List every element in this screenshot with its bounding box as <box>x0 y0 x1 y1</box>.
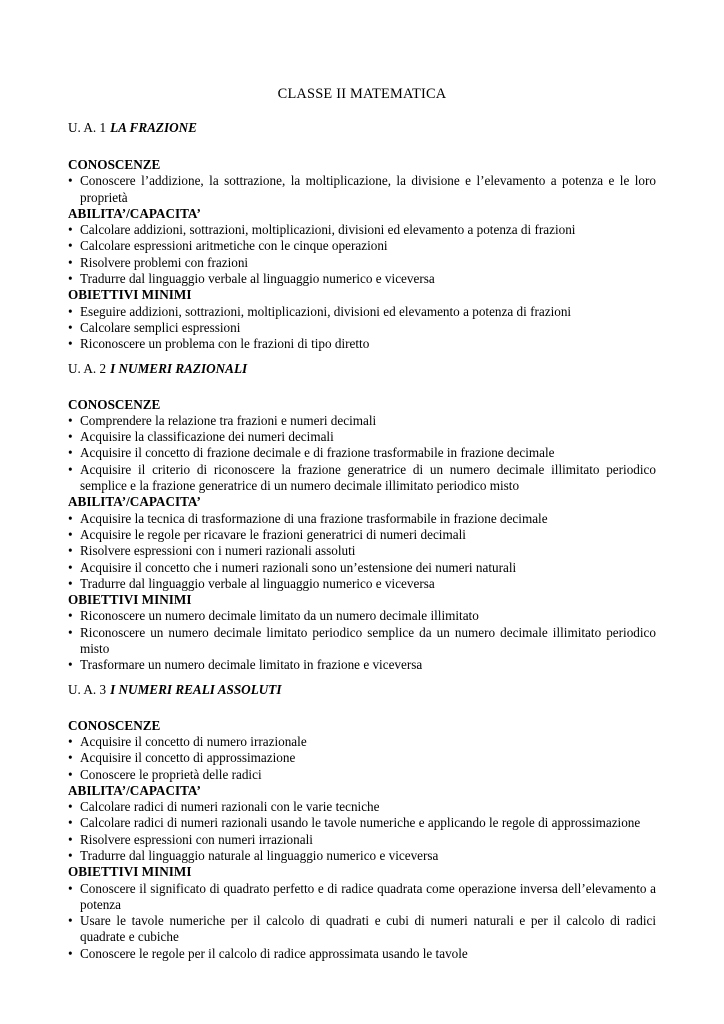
list-item: • Risolvere espressioni con numeri irrazionali <box>68 832 656 848</box>
unit-code: U. A. 1 <box>68 120 107 135</box>
list-item: • Acquisire il concetto di numero irrazionale <box>68 734 656 750</box>
list-item: • Comprendere la relazione tra frazioni e numeri decimali <box>68 413 656 429</box>
list-item: • Risolvere problemi con frazioni <box>68 255 656 271</box>
list-item: • Calcolare radici di numeri razionali con le varie tecniche <box>68 799 656 815</box>
list-item: • Calcolare addizioni, sottrazioni, moltiplicazioni, divisioni ed elevamento a potenza di frazioni <box>68 222 656 238</box>
list-item: • Riconoscere un numero decimale limitato da un numero decimale illimitato <box>68 608 656 624</box>
section-heading-obiettivi: OBIETTIVI MINIMI <box>68 864 192 880</box>
list-item: • Acquisire il concetto che i numeri razionali sono un’estensione dei numeri naturali <box>68 560 656 576</box>
list-item: • Riconoscere un numero decimale limitato periodico semplice da un numero decimale illimitato periodico misto <box>68 625 656 658</box>
bullet-list <box>68 222 656 287</box>
list-item: • Acquisire il criterio di riconoscere la frazione generatrice di un numero decimale illimitato periodico semplice e la frazione generatrice di un numero decimale illimitato periodico misto <box>68 462 656 495</box>
list-item: • Conoscere l’addizione, la sottrazione, la moltiplicazione, la divisione e l’elevamento a potenza e le loro proprietà <box>68 173 656 206</box>
section-heading-abilita: ABILITA’/CAPACITA’ <box>68 494 201 510</box>
list-item: • Conoscere le regole per il calcolo di radice approssimata usando le tavole <box>68 946 656 962</box>
bullet-list <box>68 173 656 206</box>
section-heading-abilita: ABILITA’/CAPACITA’ <box>68 205 201 221</box>
list-item: • Tradurre dal linguaggio verbale al linguaggio numerico e viceversa <box>68 576 656 592</box>
list-item: • Acquisire il concetto di frazione decimale e di frazione trasformabile in frazione decimale <box>68 445 656 461</box>
list-item: • Calcolare espressioni aritmetiche con le cinque operazioni <box>68 238 656 254</box>
bullet-list <box>68 608 656 673</box>
unit-heading-2 <box>68 361 656 377</box>
bullet-list <box>68 734 656 783</box>
page-title: CLASSE II MATEMATICA <box>277 86 447 102</box>
list-item: • Acquisire il concetto di approssimazione <box>68 750 656 766</box>
document-body <box>68 120 656 962</box>
list-item: • Risolvere espressioni con i numeri razionali assoluti <box>68 543 656 559</box>
section-heading-conoscenze: CONOSCENZE <box>68 717 161 733</box>
unit-title: I NUMERI REALI ASSOLUTI <box>110 681 282 697</box>
section-heading-conoscenze: CONOSCENZE <box>68 396 161 412</box>
list-item: • Acquisire le regole per ricavare le frazioni generatrici di numeri decimali <box>68 527 656 543</box>
list-item: • Conoscere il significato di quadrato perfetto e di radice quadrata come operazione inversa dell’elevamento a potenza <box>68 881 656 914</box>
list-item: • Trasformare un numero decimale limitato in frazione e viceversa <box>68 657 656 673</box>
list-item: • Tradurre dal linguaggio naturale al linguaggio numerico e viceversa <box>68 848 656 864</box>
unit-code: U. A. 3 <box>68 681 107 697</box>
bullet-list <box>68 304 656 353</box>
list-item: • Acquisire la tecnica di trasformazione di una frazione trasformabile in frazione decimale <box>68 511 656 527</box>
unit-heading-3 <box>68 682 656 698</box>
list-item: • Eseguire addizioni, sottrazioni, moltiplicazioni, divisioni ed elevamento a potenza di frazioni <box>68 304 656 320</box>
list-item: • Usare le tavole numeriche per il calcolo di quadrati e cubi di numeri naturali e per il calcolo di radici quadrate e cubiche <box>68 913 656 946</box>
unit-heading-1 <box>68 120 656 136</box>
bullet-list <box>68 799 656 864</box>
section-heading-obiettivi: OBIETTIVI MINIMI <box>68 287 192 303</box>
section-heading-conoscenze: CONOSCENZE <box>68 157 161 172</box>
bullet-list <box>68 413 656 494</box>
list-item: • Acquisire la classificazione dei numeri decimali <box>68 429 656 445</box>
list-item: • Tradurre dal linguaggio verbale al linguaggio numerico e viceversa <box>68 271 656 287</box>
unit-title: I NUMERI RAZIONALI <box>110 360 248 376</box>
section-heading-obiettivi: OBIETTIVI MINIMI <box>68 592 192 608</box>
section-heading-abilita: ABILITA’/CAPACITA’ <box>68 782 201 798</box>
unit-code: U. A. 2 <box>68 360 107 376</box>
list-item: • Conoscere le proprietà delle radici <box>68 767 656 783</box>
list-item: • Riconoscere un problema con le frazioni di tipo diretto <box>68 336 656 352</box>
bullet-list <box>68 511 656 592</box>
list-item: • Calcolare radici di numeri razionali usando le tavole numeriche e applicando le regole di approssimazione <box>68 815 656 831</box>
bullet-list <box>68 881 656 962</box>
list-item: • Calcolare semplici espressioni <box>68 320 656 336</box>
unit-title: LA FRAZIONE <box>110 120 197 135</box>
